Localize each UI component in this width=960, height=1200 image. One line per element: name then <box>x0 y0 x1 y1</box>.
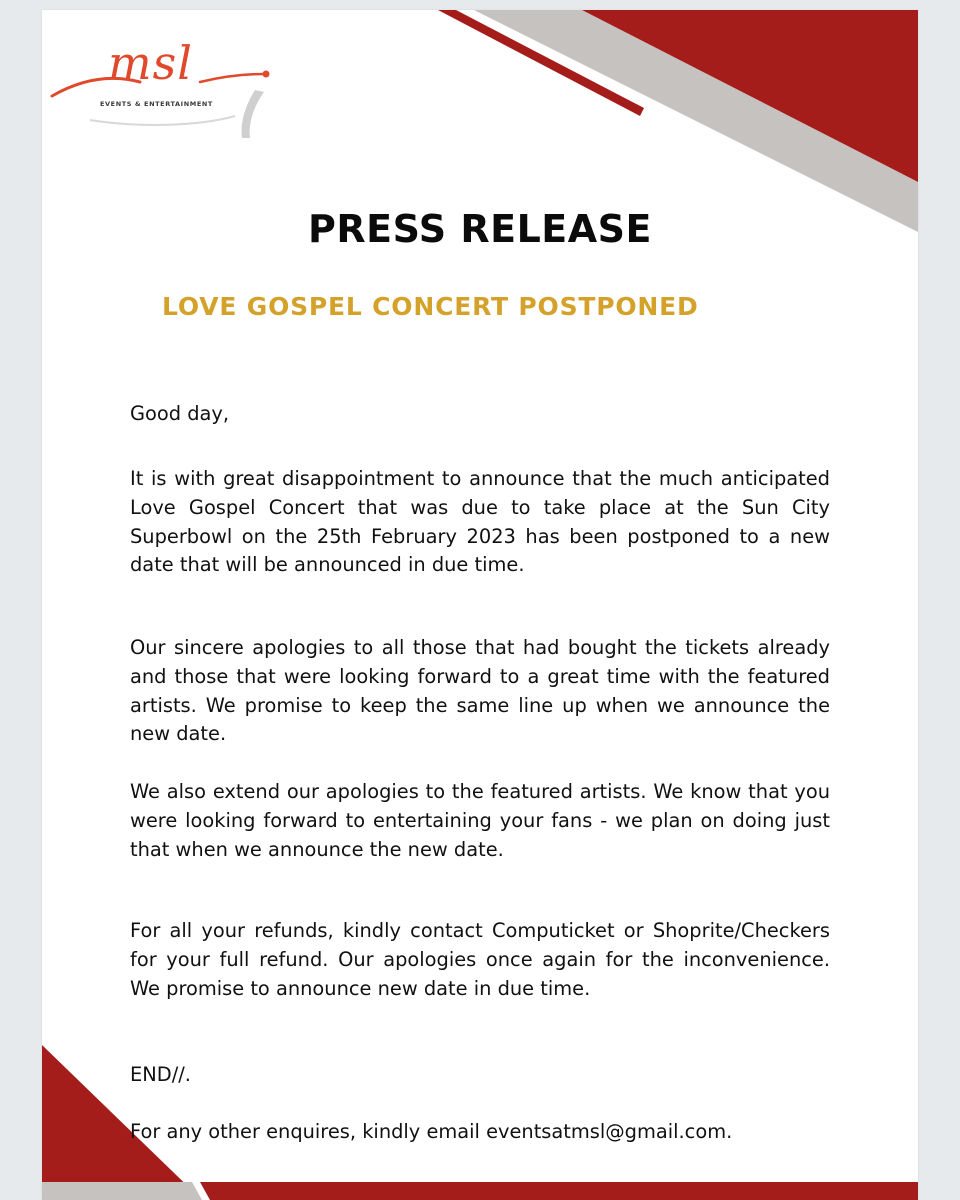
end-marker: END//. <box>130 1063 191 1086</box>
paragraph-apology-artists: We also extend our apologies to the featured artists. We know that you were looking forward to entertaining your fans - we plan on doing just that when we announce the new date. <box>130 780 830 861</box>
document-subtitle: LOVE GOSPEL CONCERT POSTPONED <box>162 292 699 321</box>
msl-logo <box>50 28 280 138</box>
bottom-red-strip <box>200 1182 918 1200</box>
logo-wordmark: msl <box>108 36 193 90</box>
contact-line: For any other enquires, kindly email eventsatmsl@gmail.com. <box>130 1120 733 1143</box>
decorative-stripes <box>42 10 918 1200</box>
greeting: Good day, <box>130 402 230 425</box>
paragraph-refunds: For all your refunds, kindly contact Computicket or Shoprite/Checkers for your full refund. Our apologies once again for the inconvenience. We promise to announce new date in due time. <box>130 919 830 1000</box>
paragraph-apology-ticket-holders: Our sincere apologies to all those that had bought the tickets already and those that were looking forward to a great time with the featured artists. We promise to keep the same line up when we announce the new date. <box>130 636 830 746</box>
logo-tagline: EVENTS & ENTERTAINMENT <box>100 100 213 108</box>
document-title: PRESS RELEASE <box>308 207 652 251</box>
press-release-page <box>42 10 918 1200</box>
paragraph-announcement: It is with great disappointment to announce that the much anticipated Love Gospel Concert that was due to take place at the Sun City Superbowl on the 25th February 2023 has been postponed to a new date that will be announced in due time. <box>130 467 830 577</box>
bottom-grey-band <box>42 1182 202 1200</box>
